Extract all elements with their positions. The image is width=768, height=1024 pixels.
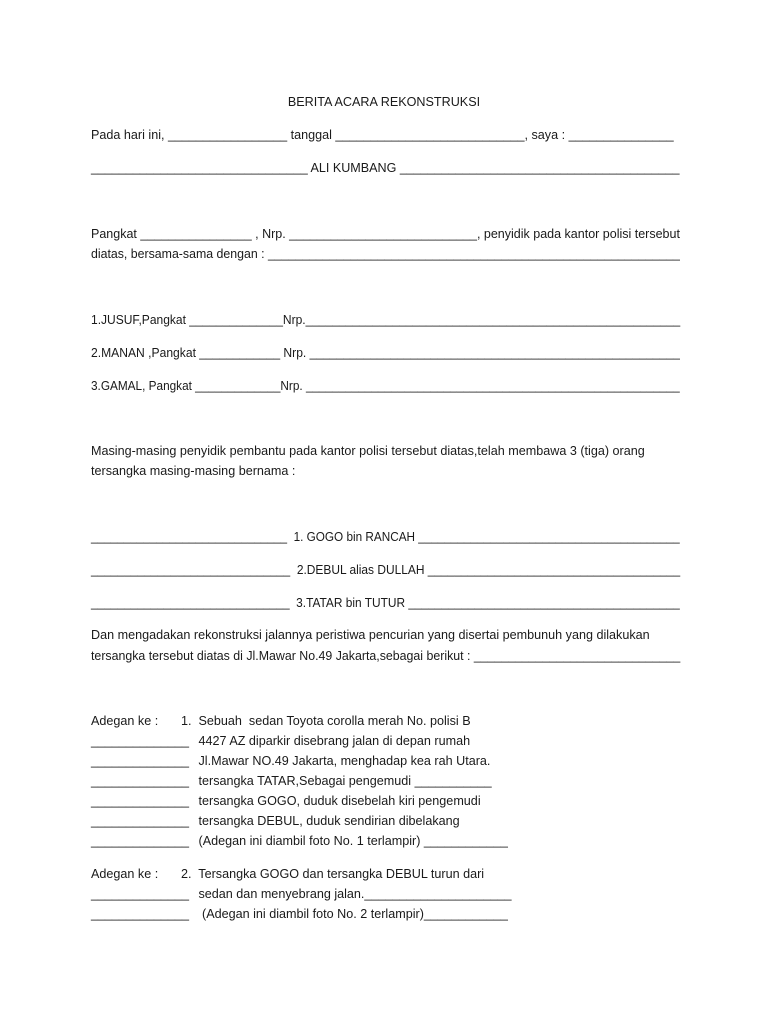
scene-1-blank: ______________ [91,754,190,768]
scene-1-blank: ______________ [91,734,190,748]
scene-1-blank: ______________ [91,774,190,788]
scene-1-blank: ______________ [91,834,190,848]
scene-2-label: Adegan ke : [91,867,159,881]
scene-1-blank: ______________ [91,794,190,808]
member-jusuf: 1.JUSUF,Pangkat ______________Nrp.________________________________________________________ [91,313,681,327]
scene-1-line: tersangka GOGO, duduk disebelah kiri pengemudi [181,794,481,808]
paragraph-1-line-1: Masing-masing penyidik pembantu pada kantor polisi tersebut diatas,telah membawa 3 (tiga) orang [91,444,645,458]
paragraph-1-line-2: tersangka masing-masing bernama : [91,464,296,478]
scene-1-line: tersangka TATAR,Sebagai pengemudi ___________ [181,774,492,788]
intro-line-2: _______________________________ ALI KUMBANG ________________________________________ [91,161,680,175]
suspect-debul: ______________________________ 2.DEBUL alias DULLAH ______________________________________ [91,563,681,577]
scene-1-blank: ______________ [91,814,190,828]
suspect-gogo: ______________________________ 1. GOGO bin RANCAH ________________________________________ [91,530,680,544]
rank-line-1: Pangkat ________________ , Nrp. ___________________________, penyidik pada kantor polisi tersebut [91,227,680,241]
scene-1-label: Adegan ke : [91,714,159,728]
rank-line-2: diatas, bersama-sama dengan : ____________________________________________________________ [91,247,680,261]
intro-line-1: Pada hari ini, _________________ tanggal ___________________________, saya : _______________ [91,128,674,142]
paragraph-2-line-2: tersangka tersebut diatas di Jl.Mawar No.49 Jakarta,sebagai berikut : ______________________________ [91,649,681,663]
scene-2-line: 2. Tersangka GOGO dan tersangka DEBUL turun dari [181,867,485,881]
suspect-tatar: ______________________________ 3.TATAR bin TUTUR _________________________________________ [91,596,680,610]
scene-1-line: (Adegan ini diambil foto No. 1 terlampir) ____________ [181,834,508,848]
document-title: BERITA ACARA REKONSTRUKSI [287,95,481,109]
scene-1-line: 1. Sebuah sedan Toyota corolla merah No. polisi B [181,714,471,728]
member-gamal: 3.GAMAL, Pangkat _____________Nrp. _________________________________________________________ [91,379,680,393]
scene-2-line: sedan dan menyebrang jalan._____________________ [181,887,512,901]
paragraph-2-line-1: Dan mengadakan rekonstruksi jalannya peristiwa pencurian yang disertai pembunuh yang dilakukan [91,628,650,642]
scene-2-blank: ______________ [91,887,190,901]
scene-1-line: Jl.Mawar NO.49 Jakarta, menghadap kea rah Utara. [181,754,491,768]
scene-1-line: tersangka DEBUL, duduk sendirian dibelakang [181,814,460,828]
member-manan: 2.MANAN ,Pangkat ____________ Nrp. _______________________________________________________ [91,346,680,360]
scene-1-line: 4427 AZ diparkir disebrang jalan di depan rumah [181,734,471,748]
scene-2-blank: ______________ [91,907,190,921]
scene-2-line: (Adegan ini diambil foto No. 2 terlampir)____________ [181,907,508,921]
